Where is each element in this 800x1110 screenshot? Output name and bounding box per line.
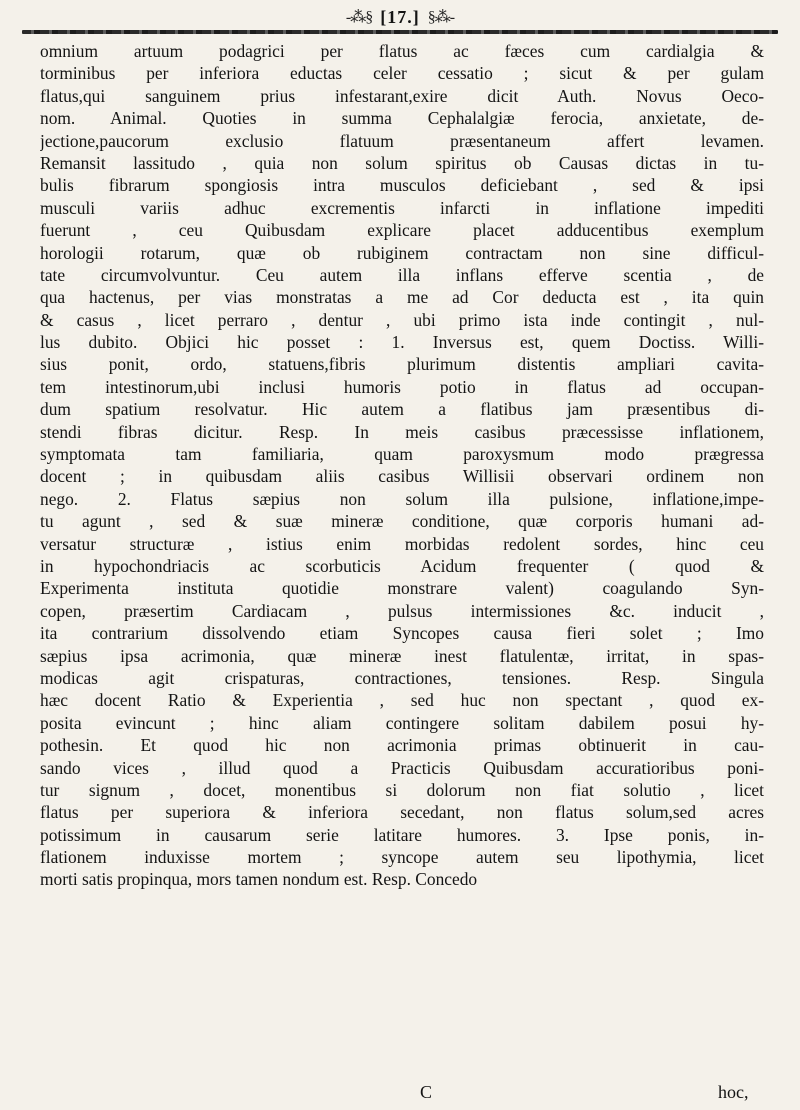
text-line: posita evincunt ; hinc aliam contingere solitam dabilem posui hy- — [40, 712, 764, 733]
text-line: qua hactenus, per vias monstratas a me ad Cor deducta est , ita quin — [40, 287, 764, 308]
text-line: hæc docent Ratio & Experientia , sed huc non spectant , quod ex- — [40, 690, 764, 711]
text-line: pothesin. Et quod hic non acrimonia primas obtinuerit in cau- — [40, 735, 764, 756]
text-line: nego. 2. Flatus sæpius non solum illa pulsione, inflatione,impe- — [40, 488, 764, 509]
header-rule — [22, 30, 778, 34]
text-line: sius ponit, ordo, statuens,fibris plurimum distentis ampliari cavita- — [40, 354, 764, 375]
text-line: tur signum , docet, monentibus si dolorum non fiat solutio , licet — [40, 779, 764, 800]
text-line: musculi variis adhuc excrementis infarcti in inflatione impediti — [40, 197, 764, 218]
text-line: torminibus per inferiora eductas celer cessatio ; sicut & per gulam — [40, 63, 764, 84]
text-line: jectione,paucorum exclusio flatuum præsentaneum affert levamen. — [40, 130, 764, 151]
text-line: copen, præsertim Cardiacam , pulsus intermissiones &c. inducit , — [40, 600, 764, 621]
text-line: tate circumvolvuntur. Ceu autem illa inflans efferve scentia , de — [40, 264, 764, 285]
text-line: Remansit lassitudo , quia non solum spiritus ob Causas dictas in tu- — [40, 152, 764, 173]
text-line: horologii rotarum, quæ ob rubiginem contractam non sine difficul- — [40, 242, 764, 263]
text-line: bulis fibrarum spongiosis intra musculos deficiebant , sed & ipsi — [40, 175, 764, 196]
text-line: modicas agit crispaturas, contractiones, tensiones. Resp. Singula — [40, 667, 764, 688]
text-line: ita contrarium dissolvendo etiam Syncopes causa fieri solet ; Imo — [40, 623, 764, 644]
text-line: fuerunt , ceu Quibusdam explicare placet adducentibus exemplum — [40, 220, 764, 241]
text-line: Experimenta instituta quotidie monstrare valent) coagulando Syn- — [40, 578, 764, 599]
text-line: docent ; in quibusdam aliis casibus Willisii observari ordinem non — [40, 466, 764, 487]
text-line: dum spatium resolvatur. Hic autem a flatibus jam præsentibus di- — [40, 399, 764, 420]
text-line: morti satis propinqua, mors tamen nondum est. Resp. Concedo — [40, 869, 478, 890]
text-line: & casus , licet perraro , dentur , ubi primo ista inde contingit , nul- — [40, 309, 764, 330]
text-line: flationem induxisse mortem ; syncope autem seu lipothymia, licet — [40, 847, 764, 868]
text-line: flatus,qui sanguinem prius infestarant,exire dicit Auth. Novus Oeco- — [40, 85, 764, 106]
text-line: flatus per superiora & inferiora secedant, non flatus solum,sed acres — [40, 802, 764, 823]
text-line: in hypochondriacis ac scorbuticis Acidum frequenter ( quod & — [40, 555, 764, 576]
text-line: sæpius ipsa acrimonia, quæ mineræ inest flatulentæ, irritat, in spas- — [40, 645, 764, 666]
text-line: stendi fibras dicitur. Resp. In meis casibus præcessisse inflationem, — [40, 421, 764, 442]
text-line: sando vices , illud quod a Practicis Quibusdam accuratioribus poni- — [40, 757, 764, 778]
page-number: [17.] — [380, 6, 420, 27]
text-line: omnium artuum podagrici per flatus ac fæces cum cardialgia & — [40, 41, 764, 61]
text-line: potissimum in causarum serie latitare humores. 3. Ipse ponis, in- — [40, 824, 764, 845]
catchword: hoc, — [718, 1082, 749, 1102]
text-line: versatur structuræ , istius enim morbidas redolent sordes, hinc ceu — [40, 533, 764, 554]
text-line: symptomata tam familiaria, quam paroxysmum modo prægressa — [40, 444, 764, 465]
ornament-right: §⁂- — [427, 9, 455, 26]
text-line: lus dubito. Objici hic posset : 1. Inversus est, quem Doctiss. Willi- — [40, 332, 764, 353]
body-text — [40, 40, 764, 891]
text-line: tu agunt , sed & suæ mineræ conditione, quæ corporis humani ad- — [40, 511, 764, 532]
signature-mark: C — [420, 1082, 433, 1102]
text-line: nom. Animal. Quoties in summa Cephalalgiæ ferocia, anxietate, de- — [40, 108, 764, 129]
text-line: tem intestinorum,ubi inclusi humoris potio in flatus ad occupan- — [40, 376, 764, 397]
ornament-left: -⁂§ — [345, 9, 373, 26]
page-header — [0, 6, 800, 28]
